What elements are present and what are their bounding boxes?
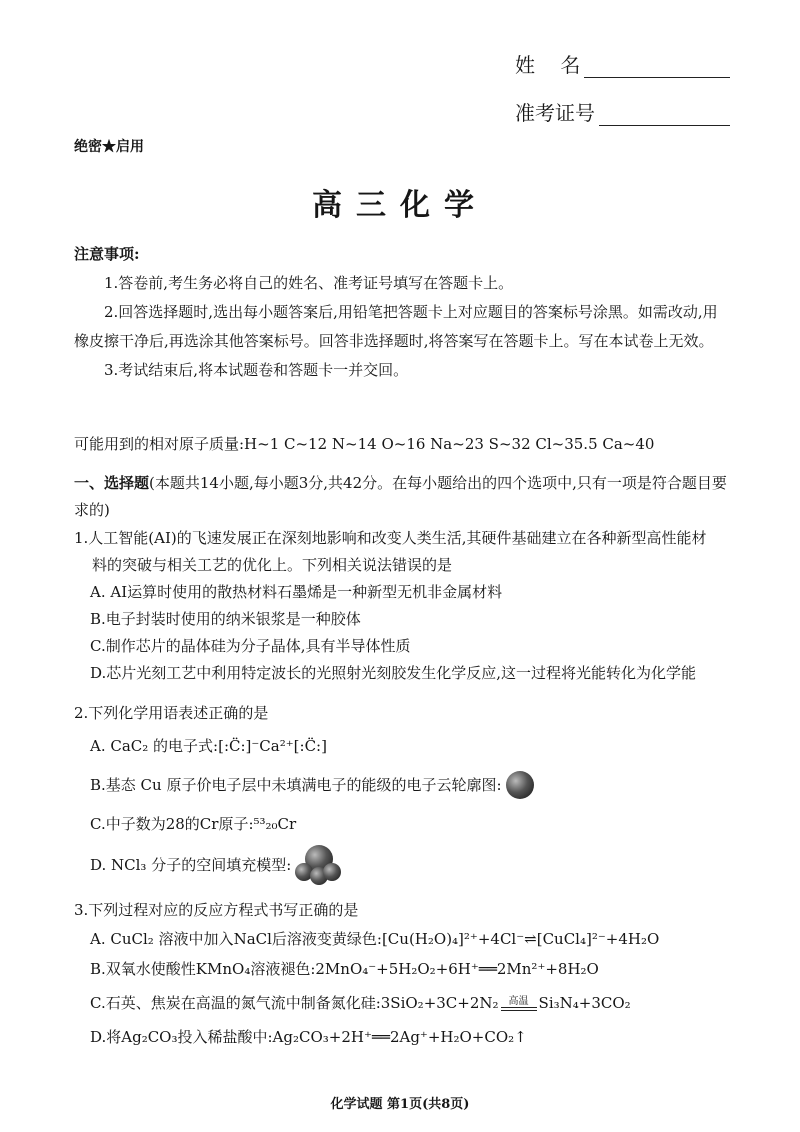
option-b: B.电子封装时使用的纳米银浆是一种胶体 [90, 610, 361, 628]
option-b: B.双氧水使酸性KMnO₄溶液褪色:2MnO₄⁻+5H₂O₂+6H⁺══2Mn²⁺+8H₂O [90, 959, 599, 978]
option-d [74, 843, 734, 887]
instructions-heading: 注意事项: [74, 245, 140, 263]
section-description: (本题共14小题,每小题3分,共42分。在每小题给出的四个选项中,只有一项是符合题目要求的) [74, 474, 727, 519]
option-d-text: D. NCl₃ 分子的空间填充模型: [90, 855, 292, 874]
instruction-item: 1.答卷前,考生务必将自己的姓名、准考证号填写在答题卡上。 [104, 274, 514, 292]
option-a: A. CuCl₂ 溶液中加入NaCl后溶液变黄绿色:[Cu(H₂O)₄]²⁺+4Cl⁻⇌[CuCl₄]²⁻+4H₂O [90, 929, 660, 948]
option-c [74, 805, 734, 843]
question-stem: 3.下列过程对应的反应方程式书写正确的是 [74, 901, 359, 919]
option-d: D.芯片光刻工艺中利用特定波长的光照射光刻胶发生化学反应,这一过程将光能转化为化学能 [90, 664, 697, 682]
option-a: A. AI运算时使用的散热材料石墨烯是一种新型无机非金属材料 [90, 583, 503, 601]
ncl3-space-filling-model-image [295, 845, 341, 885]
section-heading [74, 470, 728, 524]
option-c-products: Si₃N₄+3CO₂ [538, 993, 631, 1012]
question-3 [74, 897, 734, 1052]
question-stem-text: 1.人工智能(AI)的飞速发展正在深刻地影响和改变人类生活,其硬件基础建立在各种新型高性能材 [74, 529, 707, 547]
instruction-item: 3.考试结束后,将本试题卷和答题卡一并交回。 [104, 361, 409, 379]
equals-sign [501, 1007, 537, 1011]
exam-id-field [515, 98, 730, 126]
reaction-condition-label: 高温 [508, 995, 529, 1007]
question-stem-continuation: 料的突破与相关工艺的优化上。下列相关说法错误的是 [92, 556, 453, 574]
option-a [74, 727, 734, 765]
page-footer: 化学试题 第1页(共8页) [330, 1097, 470, 1112]
option-c-text: C.石英、焦炭在高温的氮气流中制备氮化硅:3SiO₂+3C+2N₂ [90, 993, 499, 1012]
question-1 [74, 525, 734, 687]
option-d: D.将Ag₂CO₃投入稀盐酸中:Ag₂CO₃+2H⁺══2Ag⁺+H₂O+CO₂↑ [90, 1027, 527, 1046]
reaction-condition [501, 996, 537, 1011]
confidential-mark: 绝密★启用 [74, 139, 144, 155]
instructions [74, 240, 728, 385]
name-label: 姓 名 [515, 53, 581, 77]
option-c: C.制作芯片的晶体硅为分子晶体,具有半导体性质 [90, 637, 411, 655]
instruction-item: 2.回答选择题时,选出每小题答案后,用铅笔把答题卡上对应题目的答案标号涂黑。如需改动,用橡皮擦干净后,再选涂其他答案标号。回答非选择题时,将答案写在答题卡上。写在本试卷上无效。 [74, 303, 718, 350]
page-title: 高三化学 [312, 188, 488, 223]
section-title: 一、选择题 [74, 474, 150, 492]
atomic-masses: 可能用到的相对原子质量:H~1 C~12 N~14 O~16 Na~23 S~32 Cl~35.5 Ca~40 [74, 435, 655, 453]
exam-id-blank [599, 105, 730, 126]
question-stem [74, 525, 734, 579]
option-c-text: C.中子数为28的Cr原子:⁵³₂₀Cr [90, 814, 297, 833]
question-stem: 2.下列化学用语表述正确的是 [74, 704, 269, 722]
option-a-text: A. CaC₂ 的电子式:[:C̈:]⁻Ca²⁺[:C̈:] [90, 736, 327, 755]
name-blank [584, 57, 730, 78]
question-2 [74, 700, 734, 887]
name-field [515, 50, 730, 78]
candidate-info [515, 50, 730, 146]
exam-id-label: 准考证号 [515, 101, 595, 125]
option-b-text: B.基态 Cu 原子价电子层中未填满电子的能级的电子云轮廓图: [90, 775, 502, 794]
electron-cloud-sphere-image [506, 771, 534, 799]
option-b [74, 765, 734, 805]
option-c [74, 984, 734, 1022]
